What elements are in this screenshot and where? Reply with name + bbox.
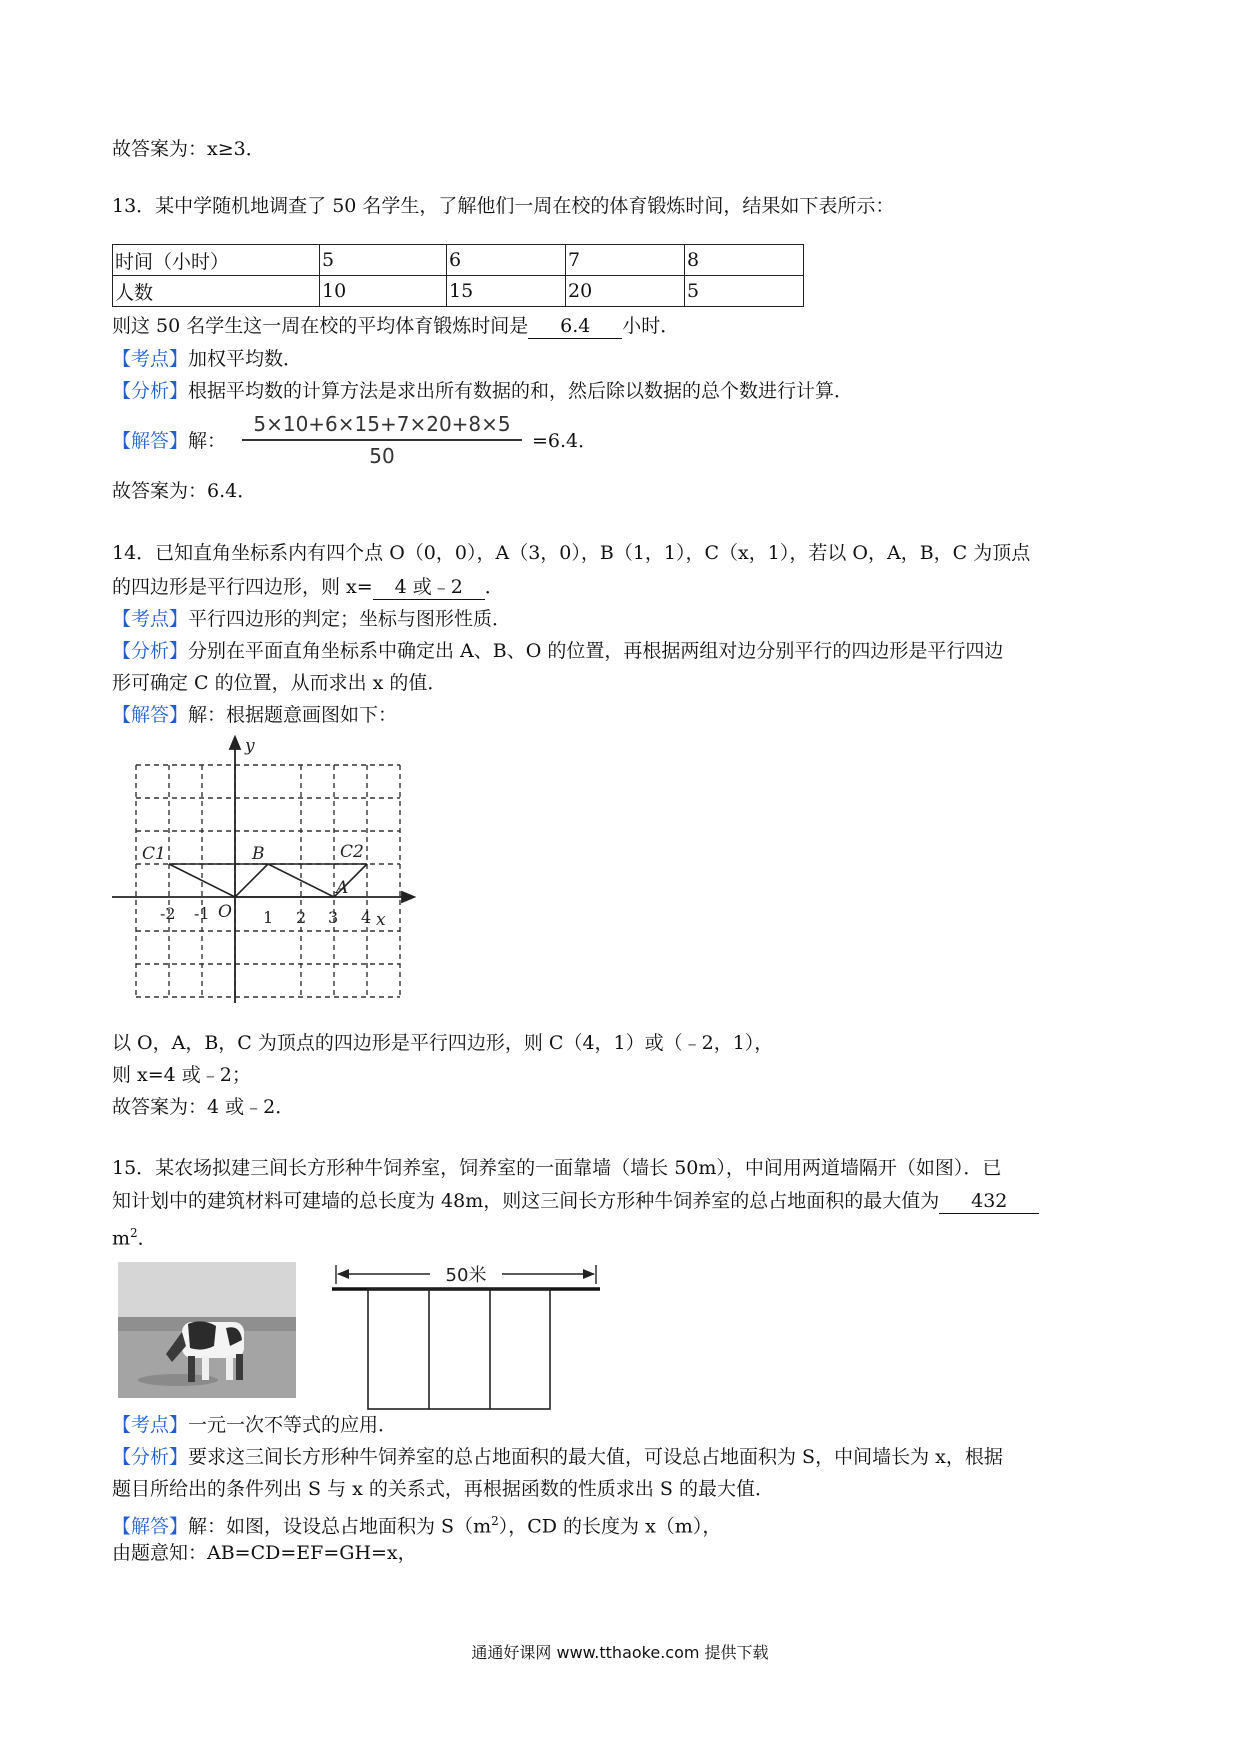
q14-kaodian bbox=[112, 606, 511, 632]
q15-room-diagram bbox=[330, 1262, 602, 1412]
fraction-bar bbox=[242, 439, 522, 441]
point-label-c2: C2 bbox=[340, 842, 364, 862]
q13-fenxi bbox=[112, 378, 853, 404]
table-cell: 时间（小时） bbox=[113, 245, 320, 276]
unit-superscript: 2 bbox=[130, 1226, 138, 1240]
prev-answer-line: 故答案为：x≥3． bbox=[112, 138, 265, 160]
jieda-text-pre: 解：如图，设设总占地面积为 S（m bbox=[188, 1515, 492, 1538]
q15-last-line: 由题意知：AB=CD=EF=GH=x， bbox=[112, 1542, 417, 1564]
dashed-grid bbox=[136, 765, 400, 997]
q13-jieda-result: =6.4． bbox=[532, 430, 598, 452]
page-footer: 通通好课网 www.tthaoke.com 提供下载 bbox=[471, 1643, 769, 1662]
q15-fenxi-line1 bbox=[112, 1444, 1003, 1470]
jieda-text-post: ），CD 的长度为 x（m）， bbox=[498, 1515, 722, 1538]
table-cell: 10 bbox=[320, 276, 447, 307]
unit-post: ． bbox=[137, 1227, 157, 1250]
point-label-a: A bbox=[336, 878, 349, 898]
kaodian-text: 加权平均数． bbox=[188, 348, 303, 370]
y-axis-label: y bbox=[245, 736, 255, 756]
table-cell: 15 bbox=[447, 276, 566, 307]
kaodian-tag: 【考点】 bbox=[112, 1414, 189, 1436]
table-cell: 6 bbox=[447, 245, 566, 276]
q15-kaodian bbox=[112, 1412, 397, 1438]
q13-data-table bbox=[112, 244, 804, 307]
q15-answer-blank: 432 bbox=[939, 1189, 1039, 1214]
fenxi-tag: 【分析】 bbox=[112, 1446, 189, 1468]
kaodian-text: 一元一次不等式的应用． bbox=[188, 1414, 398, 1436]
q14-coordinate-figure bbox=[108, 735, 418, 1005]
tick-label: 2 bbox=[296, 908, 307, 927]
fenxi-text: 根据平均数的计算方法是求出所有数据的和，然后除以数据的总个数进行计算． bbox=[188, 380, 854, 402]
wall-length-label: 50米 bbox=[445, 1265, 487, 1286]
fraction-denominator: 50 bbox=[369, 443, 395, 468]
kaodian-text: 平行四边形的判定；坐标与图形性质． bbox=[188, 608, 512, 630]
q15-stem-pre: 知计划中的建筑材料可建墙的总长度为 48m，则这三间长方形种牛饲养室的总占地面积的最大值为 bbox=[112, 1190, 940, 1212]
fenxi-tag: 【分析】 bbox=[112, 640, 189, 662]
q15-jieda bbox=[112, 1508, 721, 1539]
q13-question bbox=[112, 313, 679, 339]
kaodian-tag: 【考点】 bbox=[112, 608, 189, 630]
tick-label: 3 bbox=[328, 908, 339, 927]
fenxi-text: 分别在平面直角坐标系中确定出 A、B、O 的位置，再根据两组对边分别平行的四边形是平行四边 bbox=[188, 640, 1004, 662]
q14-stem-line1: 14．已知直角坐标系内有四个点 O（0，0），A（3，0），B（1，1），C（x，1），若以 O，A，B，C 为顶点 bbox=[112, 542, 1031, 564]
q14-answer-blank: 4 或﹣2 bbox=[373, 575, 485, 600]
tick-label: -1 bbox=[194, 904, 210, 923]
point-label-c1: C1 bbox=[142, 844, 166, 864]
jieda-tag: 【解答】 bbox=[112, 430, 189, 452]
q14-fenxi-line1 bbox=[112, 638, 1003, 664]
origin-label: O bbox=[218, 902, 232, 922]
cow-photo bbox=[118, 1262, 296, 1398]
q13-jieda bbox=[112, 428, 226, 454]
q13-question-pre: 则这 50 名学生这一周在校的平均体育锻炼时间是 bbox=[112, 315, 529, 337]
q13-answer-blank: 6.4 bbox=[528, 314, 622, 339]
q14-stem-pre: 的四边形是平行四边形，则 x= bbox=[112, 576, 373, 598]
q13-question-post: 小时． bbox=[622, 315, 680, 337]
table-cell: 5 bbox=[685, 276, 804, 307]
x-axis-label: x bbox=[376, 910, 386, 930]
jieda-tag: 【解答】 bbox=[112, 704, 189, 726]
table-cell: 7 bbox=[566, 245, 685, 276]
q15-stem-line1: 15．某农场拟建三间长方形种牛饲养室，饲养室的一面靠墙（墙长 50m），中间用两道墙隔开（如图）．已 bbox=[112, 1157, 1002, 1179]
tick-label: -2 bbox=[160, 904, 176, 923]
q14-jieda bbox=[112, 702, 397, 728]
q14-conclusion-line1: 以 O，A，B，C 为顶点的四边形是平行四边形，则 C（4，1）或（﹣2，1）， bbox=[112, 1032, 774, 1054]
q15-stem-line2 bbox=[112, 1188, 1039, 1214]
q13-fraction bbox=[242, 412, 522, 468]
fraction-numerator: 5×10+6×15+7×20+8×5 bbox=[253, 412, 511, 436]
point-label-b: B bbox=[252, 844, 265, 864]
kaodian-tag: 【考点】 bbox=[112, 348, 189, 370]
fenxi-tag: 【分析】 bbox=[112, 380, 189, 402]
q13-kaodian bbox=[112, 346, 302, 372]
table-cell: 8 bbox=[685, 245, 804, 276]
table-cell: 20 bbox=[566, 276, 685, 307]
jieda-text: 解： bbox=[188, 430, 227, 452]
jieda-text: 解：根据题意画图如下： bbox=[188, 704, 398, 726]
q13-stem: 13．某中学随机地调查了 50 名学生，了解他们一周在校的体育锻炼时间，结果如下表所示： bbox=[112, 195, 895, 217]
tick-label: 1 bbox=[263, 908, 274, 927]
q14-final-answer: 故答案为：4 或﹣2． bbox=[112, 1096, 295, 1118]
q14-stem-line2 bbox=[112, 574, 504, 600]
table-row bbox=[113, 245, 804, 276]
table-row bbox=[113, 276, 804, 307]
jieda-superscript: 2 bbox=[491, 1514, 499, 1528]
q15-fenxi-line2: 题目所给出的条件列出 S 与 x 的关系式，再根据函数的性质求出 S 的最大值． bbox=[112, 1478, 774, 1500]
q15-stem-line3 bbox=[112, 1220, 157, 1251]
unit-base: m bbox=[112, 1227, 131, 1250]
tick-label: 4 bbox=[361, 908, 372, 927]
jieda-tag: 【解答】 bbox=[112, 1515, 189, 1538]
table-cell: 5 bbox=[320, 245, 447, 276]
q14-conclusion-line2: 则 x=4 或﹣2； bbox=[112, 1064, 251, 1086]
q14-fenxi-line2: 形可确定 C 的位置，从而求出 x 的值． bbox=[112, 672, 447, 694]
q13-final-answer: 故答案为：6.4． bbox=[112, 480, 257, 502]
table-cell: 人数 bbox=[113, 276, 320, 307]
q14-stem-post: ． bbox=[484, 576, 504, 598]
fenxi-text: 要求这三间长方形种牛饲养室的总占地面积的最大值，可设总占地面积为 S，中间墙长为 x，根据 bbox=[188, 1446, 1003, 1468]
room-rectangles bbox=[368, 1289, 550, 1409]
